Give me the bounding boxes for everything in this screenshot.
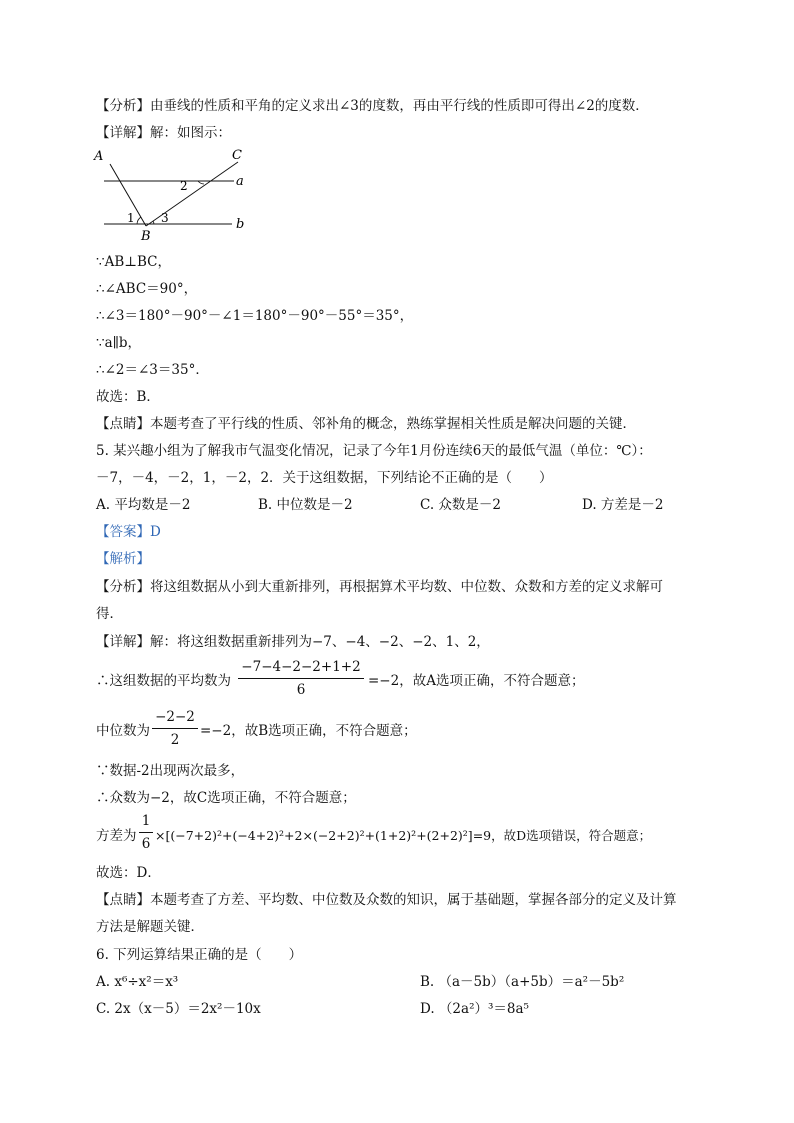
q5-comment-line2: 方法是解题关键． bbox=[96, 919, 204, 935]
variance-prefix: 方差为 bbox=[96, 828, 137, 844]
variance-numerator: 1 bbox=[141, 813, 151, 829]
detail-tag: 【详解】 bbox=[96, 634, 150, 650]
solution-step: ∴∠ABC＝90°， bbox=[96, 281, 198, 297]
analysis-text: 将这组数据从小到大重新排列，再根据算术平均数、中位数、众数和方差的定义求解可 bbox=[150, 579, 663, 595]
median-denominator: 2 bbox=[170, 732, 180, 748]
mean-fraction bbox=[238, 658, 364, 699]
label-b: b bbox=[236, 217, 245, 232]
label-a: a bbox=[236, 174, 244, 189]
comment-text: 本题考查了方差、平均数、中位数及众数的知识，属于基础题，掌握各部分的定义及计算 bbox=[150, 892, 677, 908]
analysis-tag: 【分析】 bbox=[96, 98, 150, 114]
detail-text: 解：将这组数据重新排列为−7、−4、−2、−2、1、2， bbox=[150, 634, 490, 650]
q5-comment-line1 bbox=[96, 890, 677, 910]
q6-option-d: D. （2a²）³＝8a⁵ bbox=[420, 1001, 529, 1017]
geometry-figure bbox=[90, 146, 260, 242]
q6-option-b: B. （a－5b）（a+5b）＝a²－5b² bbox=[420, 974, 625, 990]
analysis-text: 由垂线的性质和平角的定义求出∠3的度数，再由平行线的性质即可得出∠2的度数． bbox=[150, 98, 649, 114]
detail-text: 解：如图示： bbox=[150, 125, 231, 141]
mean-prefix: ∴这组数据的平均数为 bbox=[96, 673, 231, 689]
comment-tag: 【点睛】 bbox=[96, 416, 150, 432]
variance-denominator: 6 bbox=[141, 836, 151, 852]
solution-step: ∴∠3＝180°－90°－∠1＝180°－90°－55°＝35°， bbox=[96, 308, 414, 324]
q5-option-b: B. 中位数是－2 bbox=[258, 497, 353, 513]
median-prefix: 中位数为 bbox=[96, 723, 150, 739]
q5-analysis-line1 bbox=[96, 577, 663, 597]
solution-step: ∵a∥b， bbox=[96, 335, 142, 351]
choose-line: 故选：B． bbox=[96, 389, 160, 405]
fraction-bar bbox=[139, 832, 153, 833]
label-B: B bbox=[141, 229, 151, 242]
segment-BC bbox=[146, 162, 238, 226]
mean-numerator: −7−4−2−2+1+2 bbox=[241, 659, 361, 675]
median-suffix: =−2，故B选项正确，不符合题意； bbox=[200, 723, 417, 739]
q6-option-a: A. x⁶÷x²＝x³ bbox=[96, 974, 179, 990]
q5-option-c: C. 众数是－2 bbox=[420, 497, 502, 513]
variance-fraction bbox=[139, 812, 153, 853]
answer-tag: 【答案】D bbox=[96, 524, 161, 540]
choose-line: 故选：D． bbox=[96, 865, 161, 881]
label-3: 3 bbox=[161, 211, 169, 225]
q6-stem: 6. 下列运算结果正确的是（ ） bbox=[96, 947, 303, 963]
fraction-bar bbox=[238, 678, 364, 679]
label-1: 1 bbox=[127, 211, 135, 225]
label-2: 2 bbox=[180, 179, 188, 193]
variance-suffix: ×[(−7+2)²+(−4+2)²+2×(−2+2)²+(1+2)²+(2+2)²]=9，故D选项错误，符合题意； bbox=[155, 828, 652, 843]
label-A: A bbox=[94, 149, 104, 164]
median-numerator: −2−2 bbox=[155, 709, 195, 725]
q5-stem-line2: －7，－4，－2，1，－2，2．关于这组数据，下列结论不正确的是（ ） bbox=[96, 470, 553, 486]
angle-1-arc bbox=[137, 217, 141, 224]
q5-analysis-line2: 得． bbox=[96, 606, 123, 622]
mean-suffix: =−2，故A选项正确，不符合题意； bbox=[368, 673, 585, 689]
fraction-bar bbox=[152, 728, 198, 729]
mode-line2: ∴众数为−2，故C选项正确，不符合题意； bbox=[96, 790, 356, 806]
comment-tag: 【点睛】 bbox=[96, 892, 150, 908]
q4-comment-line bbox=[96, 414, 636, 434]
analysis-tag: 【分析】 bbox=[96, 579, 150, 595]
q4-analysis-line bbox=[96, 96, 649, 116]
solution-step: ∵AB⊥BC， bbox=[96, 254, 171, 270]
q5-option-d: D. 方差是－2 bbox=[582, 497, 664, 513]
explanation-tag: 【解析】 bbox=[96, 551, 150, 567]
solution-step: ∴∠2＝∠3＝35°． bbox=[96, 362, 209, 378]
label-C: C bbox=[232, 148, 242, 163]
comment-text: 本题考查了平行线的性质、邻补角的概念，熟练掌握相关性质是解决问题的关键． bbox=[150, 416, 636, 432]
q5-detail-line bbox=[96, 632, 490, 652]
mode-line1: ∵数据-2出现两次最多， bbox=[96, 763, 245, 779]
detail-tag: 【详解】 bbox=[96, 125, 150, 141]
q5-option-a: A. 平均数是－2 bbox=[96, 497, 191, 513]
q6-option-c: C. 2x（x－5）＝2x²－10x bbox=[96, 1001, 261, 1017]
median-fraction bbox=[152, 708, 198, 749]
q4-detail-line bbox=[96, 123, 231, 143]
q5-stem-line1: 5. 某兴趣小组为了解我市气温变化情况，记录了今年1月份连续6天的最低气温（单位：℃）： bbox=[96, 443, 652, 459]
mean-denominator: 6 bbox=[296, 682, 306, 698]
